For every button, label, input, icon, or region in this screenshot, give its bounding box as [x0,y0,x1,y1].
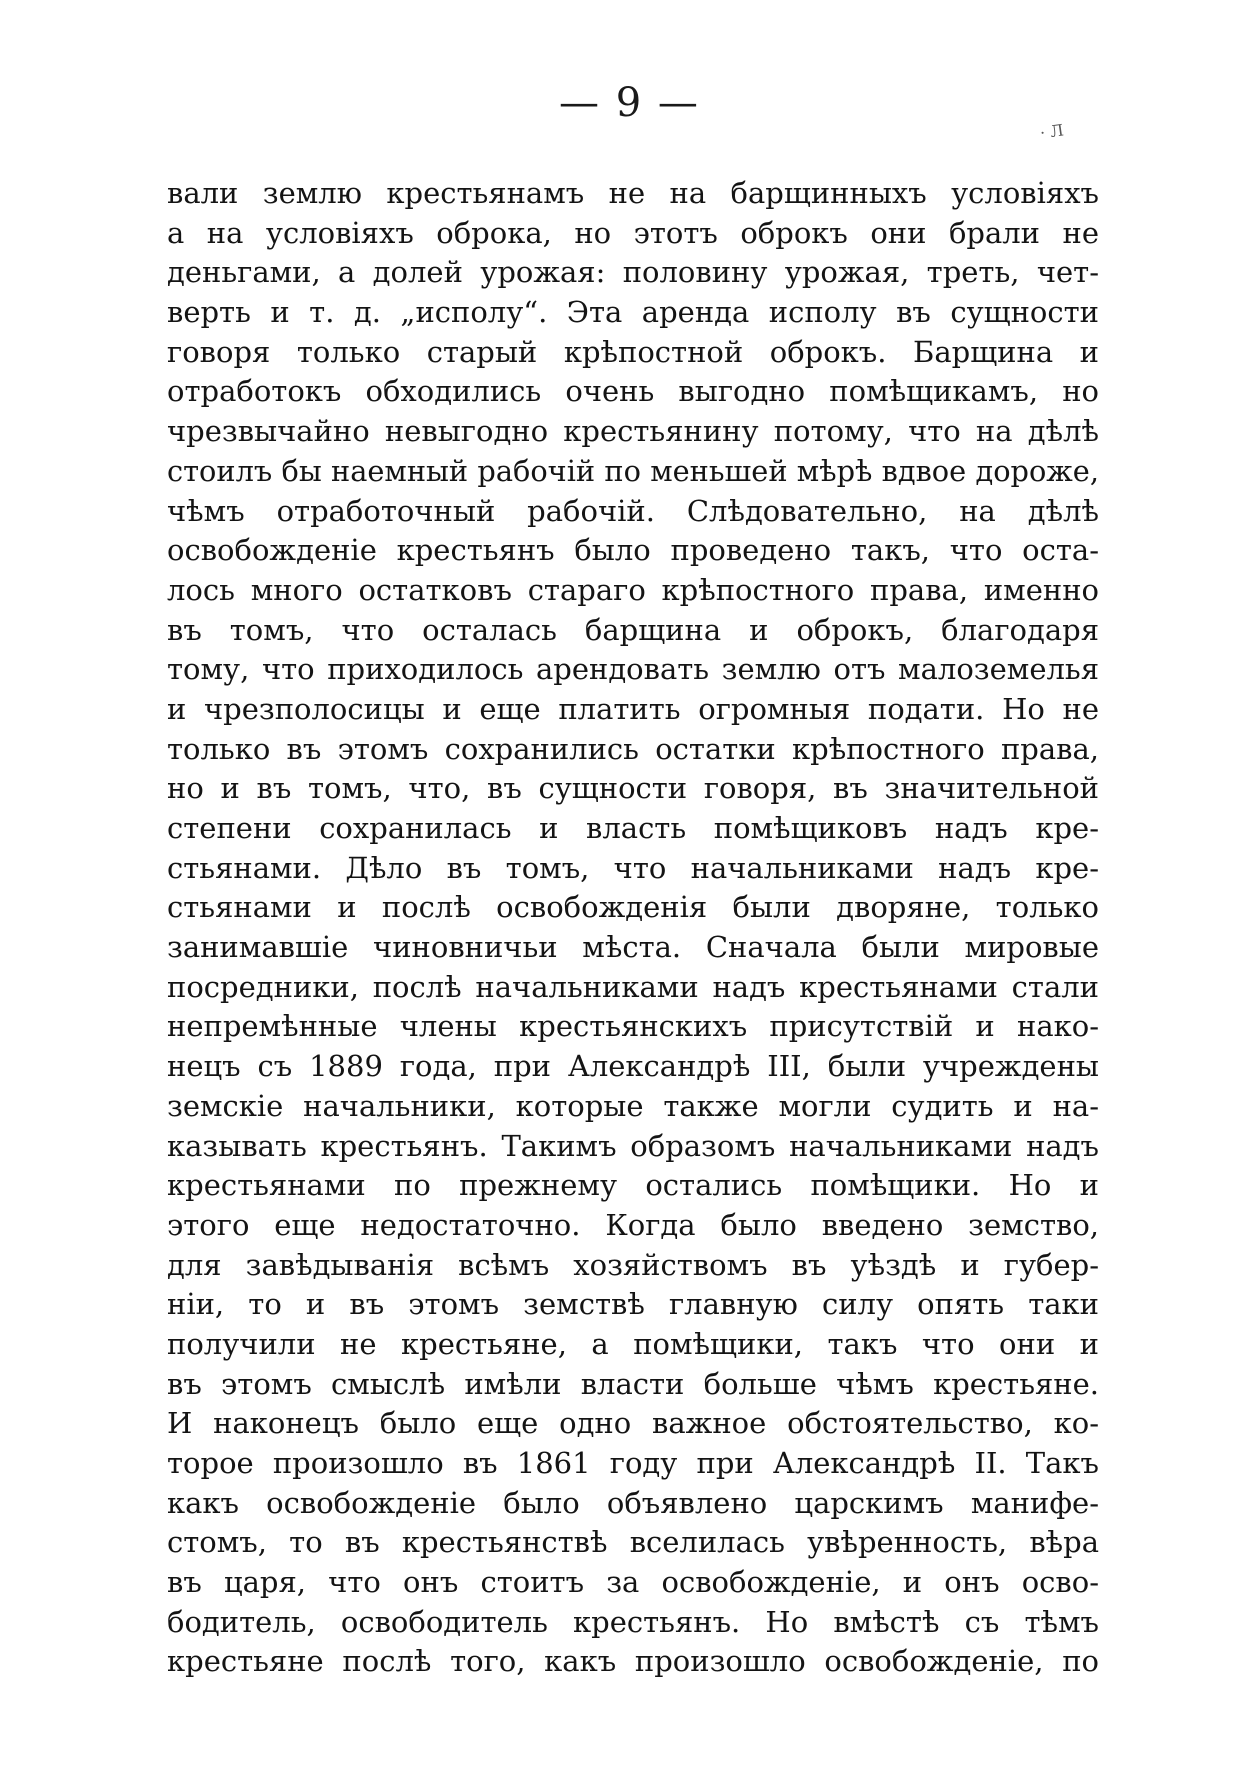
text-line: нецъ съ 1889 года, при Александрѣ III, были учреждены [167,1049,1099,1084]
text-line: какъ освобожденіе было объявлено царскимъ манифе- [167,1485,1099,1520]
text-line: степени сохранилась и власть помѣщиковъ надъ кре- [167,811,1099,845]
text-line: посредники, послѣ начальниками надъ крестьянами стали [167,969,1099,1004]
text-line: тому, что приходилось арендовать землю отъ малоземелья [167,652,1099,687]
text-line: стоилъ бы наемный рабочій по меньшей мѣрѣ вдвое дороже, [167,453,1099,488]
text-line: чрезвычайно невыгодно крестьянину потому, что на дѣлѣ [167,414,1099,449]
text-line: казывать крестьянъ. Такимъ образомъ начальниками надъ [167,1128,1099,1163]
text-line: деньгами, а долей урожая: половину урожая, треть, чет- [167,255,1099,290]
text-line: стьянами и послѣ освобожденія были дворяне, только [167,890,1099,925]
text-line: лось много остатковъ стараго крѣпостного права, именно [167,572,1099,607]
text-line: только въ этомъ сохранились остатки крѣпостного права, [167,731,1099,766]
text-line: отработокъ обходились очень выгодно помѣщикамъ, но [167,374,1099,409]
text-line: въ этомъ смыслѣ имѣли власти больше чѣмъ крестьяне. [167,1366,1099,1401]
text-line: въ томъ, что осталась барщина и оброкъ, благодаря [167,612,1099,647]
text-line: этого еще недостаточно. Когда было введено земство, [167,1207,1099,1242]
body-text [167,174,1099,1682]
text-line: крестьянами по прежнему остались помѣщики. Но и [167,1168,1099,1203]
text-line: непремѣнные члены крестьянскихъ присутствій и нако- [167,1009,1099,1044]
text-line: но и въ томъ, что, въ сущности говоря, въ значительной [167,771,1099,806]
text-line: ніи, то и въ этомъ земствѣ главную силу опять таки [167,1287,1099,1322]
text-line: чѣмъ отработочный рабочій. Слѣдовательно, на дѣлѣ [167,493,1099,528]
text-line: и чрезполосицы и еще платить огромныя подати. Но не [167,691,1099,726]
text-line: получили не крестьяне, а помѣщики, такъ что они и [167,1326,1099,1361]
text-line: освобожденіе крестьянъ было проведено такъ, что оста- [167,533,1099,568]
text-line: И наконецъ было еще одно важное обстоятельство, ко- [167,1406,1099,1441]
text-line: для завѣдыванія всѣмъ хозяйствомъ въ уѣздѣ и губер- [167,1247,1099,1282]
margin-mark: · Л [1038,120,1065,143]
text-line: стомъ, то въ крестьянствѣ вселилась увѣренность, вѣра [167,1525,1099,1560]
text-line: бодитель, освободитель крестьянъ. Но вмѣстѣ съ тѣмъ [167,1604,1099,1639]
text-line: въ царя, что онъ стоитъ за освобожденіе, и онъ осво- [167,1565,1099,1600]
text-line: торое произошло въ 1861 году при Александрѣ II. Такъ [167,1446,1099,1480]
page-number: — 9 — [559,80,700,126]
text-line: земскіе начальники, которые также могли судить и на- [167,1088,1099,1123]
text-line: занимавшіе чиновничьи мѣста. Сначала были мировые [167,930,1099,965]
text-line: стьянами. Дѣло въ томъ, что начальниками надъ кре- [167,850,1099,885]
text-line: вали землю крестьянамъ не на барщинныхъ условіяхъ [167,176,1099,210]
text-line: верть и т. д. „исполу“. Эта аренда исполу въ сущности [167,295,1099,330]
text-line: говоря только старый крѣпостной оброкъ. Барщина и [167,334,1099,369]
text-line: крестьяне послѣ того, какъ произошло освобожденіе, по [167,1644,1099,1679]
text-line: а на условіяхъ оброка, но этотъ оброкъ они брали не [167,215,1099,250]
